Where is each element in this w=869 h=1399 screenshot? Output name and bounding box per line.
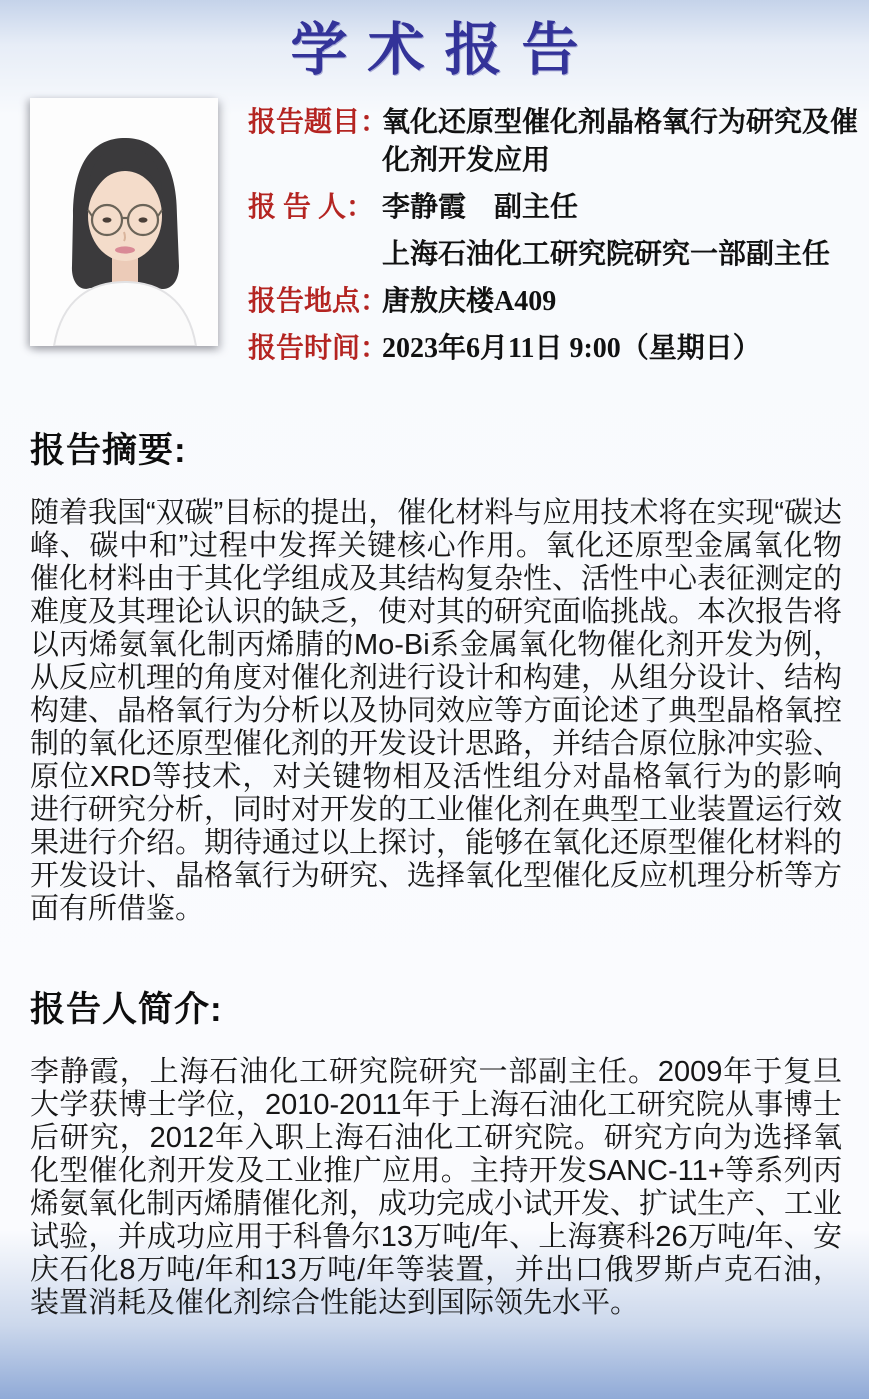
info-value-affiliation: 上海石油化工研究院研究一部副主任 xyxy=(382,239,831,270)
info-value-topic: 氧化还原型催化剂晶格氧行为研究及催化剂开发应用 xyxy=(382,107,859,176)
speaker-portrait-illustration xyxy=(30,98,218,346)
info-label-topic: 报告题目： xyxy=(248,107,389,138)
bio-body: 李静霞，上海石油化工研究院研究一部副主任。2009年于复旦大学获博士学位，2010-2011年于上海石油化工研究院从事博士后研究，2012年入职上海石油化工研究院。研究方向为选择氧化型催化剂开发及工业推广应用。主持开发SANC-11+等系列丙烯氨氧化制丙烯腈催化剂，成功完成小试开发、扩试生产、工业试验，并成功应用于科鲁尔13万吨/年、上海赛科26万吨/年、安庆石化8万吨/年和13万吨/年等装置，并出口俄罗斯卢克石油，装置消耗及催化剂综合性能达到国际领先水平。 xyxy=(30,1056,843,1319)
speaker-photo xyxy=(30,98,218,346)
info-row-topic xyxy=(248,104,862,180)
info-row-location xyxy=(248,283,862,321)
info-row-speaker xyxy=(248,189,862,227)
info-label-speaker: 报 告 人： xyxy=(248,192,375,223)
info-value-speaker: 李静霞 副主任 xyxy=(382,192,579,223)
bio-heading: 报告人简介: xyxy=(30,990,223,1029)
info-label-location: 报告地点： xyxy=(248,286,389,317)
info-label-time: 报告时间： xyxy=(248,333,389,364)
abstract-body: 随着我国“双碳”目标的提出，催化材料与应用技术将在实现“碳达峰、碳中和”过程中发挥关键核心作用。氧化还原型金属氧化物催化材料由于其化学组成及其结构复杂性、活性中心表征测定的难度及其理论认识的缺乏，使对其的研究面临挑战。本次报告将以丙烯氨氧化制丙烯腈的Mo-Bi系金属氧化物催化剂开发为例，从反应机理的角度对催化剂进行设计和构建，从组分设计、结构构建、晶格氧行为分析以及协同效应等方面论述了典型晶格氧控制的氧化还原型催化剂的开发设计思路，并结合原位脉冲实验、原位XRD等技术，对关键物相及活性组分对晶格氧行为的影响进行研究分析，同时对开发的工业催化剂在典型工业装置运行效果进行介绍。期待通过以上探讨，能够在氧化还原型催化材料的开发设计、晶格氧行为研究、选择氧化型催化反应机理分析等方面有所借鉴。 xyxy=(30,497,843,925)
abstract-heading: 报告摘要: xyxy=(30,431,187,470)
info-row-affiliation xyxy=(248,236,862,274)
info-row-time xyxy=(248,330,862,368)
info-value-location: 唐敖庆楼A409 xyxy=(382,286,557,317)
page-title: 学术报告 xyxy=(290,19,599,82)
info-list xyxy=(248,98,862,377)
info-section xyxy=(30,98,869,377)
info-label-affiliation xyxy=(248,236,382,274)
info-value-time: 2023年6月11日 9:00（星期日） xyxy=(382,333,761,364)
